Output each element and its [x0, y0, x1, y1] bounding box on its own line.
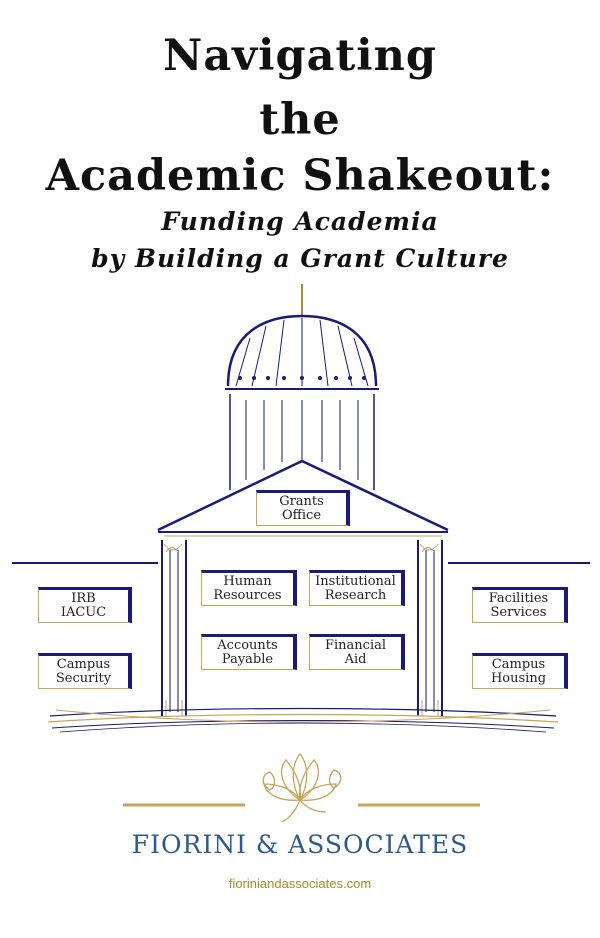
facilities-line-1: Facilities — [488, 591, 549, 606]
subtitle-line-2: by Building a Grant Culture — [91, 244, 509, 273]
hr-line-2: Resources — [213, 588, 282, 603]
grants-office-line-1: Grants — [279, 494, 324, 509]
brand-name: FIORINI & ASSOCIATES — [131, 830, 469, 859]
title-line-1: Navigating — [163, 31, 437, 81]
housing-line-1: Campus — [491, 657, 546, 672]
aid-line-2: Aid — [344, 652, 367, 667]
security-line-2: Security — [55, 671, 112, 686]
financial-aid-box — [309, 634, 405, 670]
ap-line-1: Accounts — [217, 638, 278, 653]
institutional-research-box — [309, 570, 405, 606]
facilities-line-2: Services — [490, 605, 547, 620]
campus-housing-box — [472, 653, 568, 689]
brand-url: fioriniandassociates.com — [228, 876, 372, 891]
irb-iacuc-box — [38, 587, 132, 623]
title-line-2: the — [259, 95, 341, 145]
irb-line-1: IRB — [71, 591, 96, 606]
security-line-1: Campus — [56, 657, 111, 672]
irb-line-2: IACUC — [60, 605, 107, 620]
subtitle-line-1: Funding Academia — [161, 207, 439, 236]
ap-line-2: Payable — [221, 652, 274, 667]
grants-office-box — [256, 490, 350, 526]
grants-office-line-2: Office — [281, 508, 322, 523]
hr-line-1: Human — [223, 574, 272, 589]
human-resources-box — [201, 570, 297, 606]
aid-line-1: Financial — [324, 638, 387, 653]
facilities-services-box — [472, 587, 568, 623]
housing-line-2: Housing — [490, 671, 547, 686]
accounts-payable-box — [201, 634, 297, 670]
ir-line-2: Research — [324, 588, 387, 603]
title-line-3: Academic Shakeout: — [45, 151, 555, 201]
magnolia-flower-icon — [263, 754, 341, 822]
campus-security-box — [38, 653, 132, 689]
ir-line-1: Institutional — [315, 574, 396, 589]
